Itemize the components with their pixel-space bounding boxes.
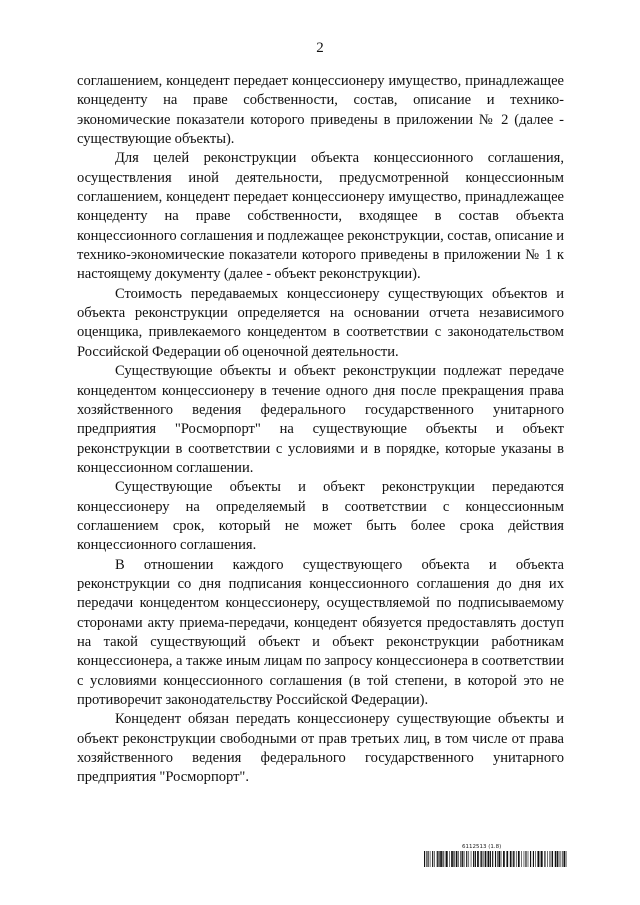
document-body (77, 72, 564, 788)
paragraph: соглашением, концедент передает концессионеру имущество, принадлежащее концеденту на праве собственности, состав, описание и технико-экономические показатели которого приведены в приложении № 2 (далее - существующие объекты). (77, 73, 564, 148)
paragraph: Существующие объекты и объект реконструкции передаются концессионеру на определяемый в соответствии с концессионным соглашением срок, который не может быть более срока действия концессионного соглашения. (77, 479, 564, 554)
barcode-image (424, 851, 567, 867)
paragraph: Стоимость передаваемых концессионеру существующих объектов и объекта реконструкции определяется на основании отчета независимого оценщика, привлекаемого концедентом в соответствии с законодательством Российской Федерации об оценочной деятельности. (77, 285, 564, 360)
barcode-block (424, 844, 567, 867)
paragraph: В отношении каждого существующего объекта и объекта реконструкции со дня подписания концессионного соглашения до дня их передачи концедентом концессионеру, осуществляемой по подписываемому сторонами акту приема-передачи, концедент обязуется предоставлять доступ на такой существующий объект и объект реконструкции работникам концессионера, а также иным лицам по запросу концессионера в соответствии с условиями концессионного соглашения (в той степени, в которой это не противоречит законодательству Российской Федерации). (77, 556, 564, 708)
page-number: 2 (316, 40, 324, 56)
paragraph: Существующие объекты и объект реконструкции подлежат передаче концедентом концессионеру в течение одного дня после прекращения права хозяйственного ведения федерального государственного унитарного предприятия "Росморпорт" на существующие объекты и объект реконструкции в соответствии с условиями и в порядке, которые указаны в концессионном соглашении. (77, 363, 564, 476)
paragraph: Концедент обязан передать концессионеру существующие объекты и объект реконструкции свободными от прав третьих лиц, в том числе от права хозяйственного ведения федерального государственного унитарного предприятия "Росморпорт". (77, 711, 564, 786)
paragraph: Для целей реконструкции объекта концессионного соглашения, осуществления иной деятельности, предусмотренной концессионным соглашением, концедент передает концессионеру имущество, принадлежащее концеденту на праве собственности, входящее в состав объекта концессионного соглашения и подлежащее реконструкции, состав, описание и технико-экономические показатели которого приведены в приложении № 1 к настоящему документу (далее - объект реконструкции). (77, 150, 564, 283)
barcode-caption: 6112513 (1.8) (462, 844, 502, 850)
